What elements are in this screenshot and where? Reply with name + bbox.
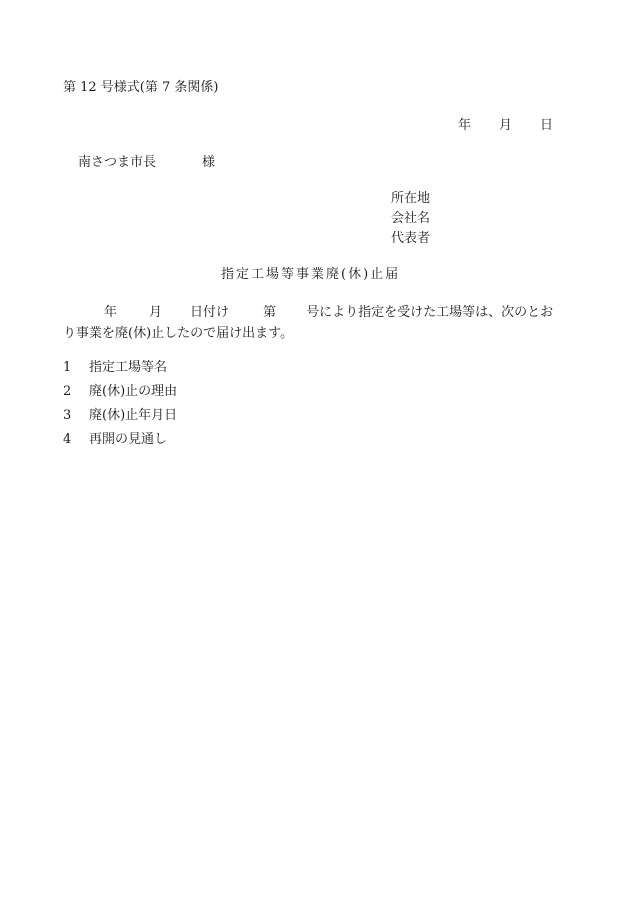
addressee-name: 南さつま市長 — [78, 155, 157, 170]
item-label: 廃(休)止年月日 — [89, 408, 178, 423]
addressee-honorific: 様 — [202, 155, 216, 170]
item-label: 廃(休)止の理由 — [89, 384, 178, 399]
item-number: 3 — [63, 408, 72, 423]
body-line-1 — [104, 306, 553, 319]
list-item — [63, 409, 177, 433]
list-item — [63, 433, 177, 457]
sender-representative-label: 代表者 — [391, 231, 431, 246]
addressee — [78, 156, 215, 169]
date-month-label: 月 — [499, 118, 513, 133]
list-item — [63, 361, 177, 385]
sender-block — [391, 192, 430, 252]
item-number: 4 — [63, 432, 72, 447]
item-label: 指定工場等名 — [89, 360, 168, 375]
item-list — [63, 361, 177, 457]
sender-address-label: 所在地 — [391, 191, 431, 206]
date-day-label: 日 — [540, 118, 554, 133]
item-number: 2 — [63, 384, 72, 399]
sender-company-label: 会社名 — [391, 211, 431, 226]
form-number: 第 12 号様式(第 7 条関係) — [63, 80, 219, 95]
body-dated: 日付け — [190, 305, 230, 320]
body-year: 年 — [104, 305, 118, 320]
body-line-2: り事業を廃(休)止したので届け出ます。 — [63, 326, 294, 341]
date-line — [458, 119, 553, 132]
item-label: 再開の見通し — [89, 432, 168, 447]
body-month: 月 — [149, 305, 163, 320]
body-number-prefix: 第 — [263, 305, 277, 320]
list-item — [63, 385, 177, 409]
document-title: 指定工場等事業廃(休)止届 — [221, 267, 401, 282]
item-number: 1 — [63, 360, 72, 375]
date-year-label: 年 — [458, 118, 472, 133]
body-line1-rest: 号により指定を受けた工場等は、次のとお — [306, 305, 554, 320]
